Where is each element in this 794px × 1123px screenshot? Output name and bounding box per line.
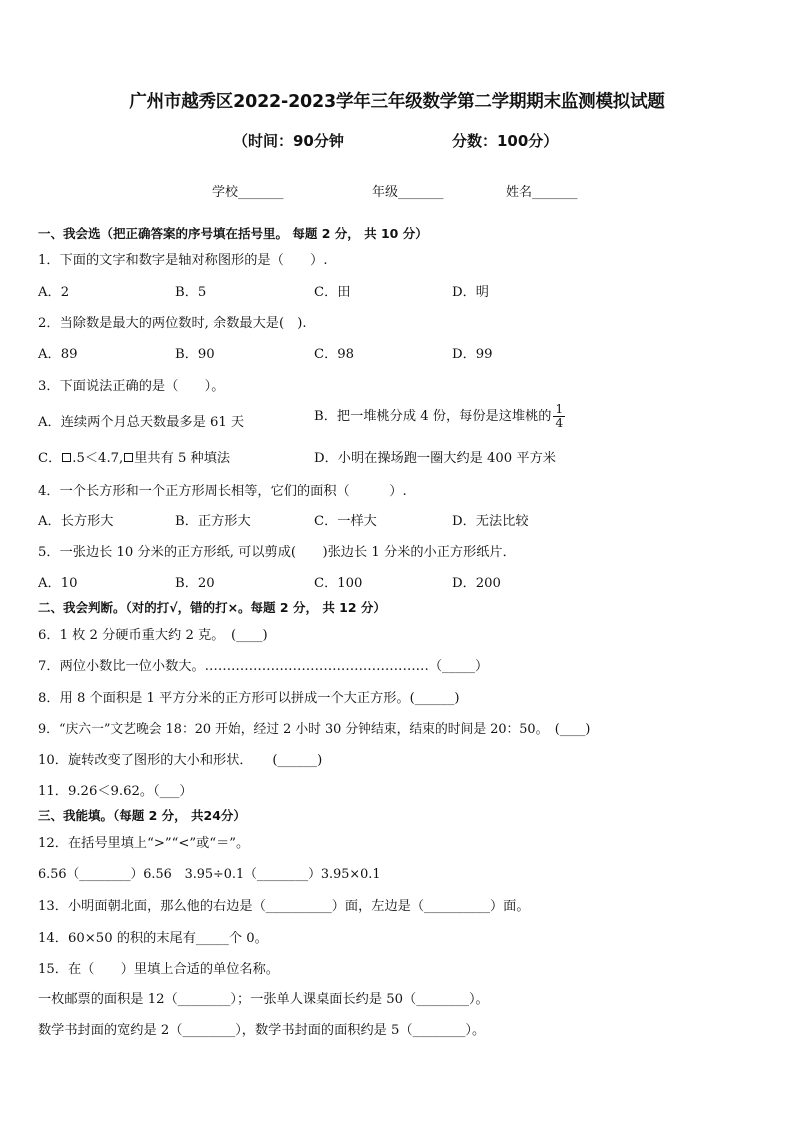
q3-option-c-middle: .5＜4.7, xyxy=(72,451,124,466)
q1-option-a: A．2 xyxy=(38,285,70,300)
question-15: 15．在（ ）里填上合适的单位名称。 xyxy=(38,962,279,977)
question-9: 9．“庆六一”文艺晚会 18：20 开始，经过 2 小时 30 分钟结束，结束的时间是 20：50。 (____) xyxy=(38,722,591,737)
q2-option-c: C．98 xyxy=(314,347,355,362)
fraction-numerator: 1 xyxy=(555,402,564,416)
question-15-line-1: 一枚邮票的面积是 12（________）；一张单人课桌面长约是 50（________）。 xyxy=(38,992,489,1007)
fraction-one-quarter xyxy=(553,403,565,430)
q3-option-b xyxy=(314,403,565,430)
question-14: 14．60×50 的积的末尾有_____个 0。 xyxy=(38,931,268,946)
blank-box-icon xyxy=(124,453,133,462)
question-13: 13．小明面朝北面，那么他的右边是（__________）面，左边是（__________）面。 xyxy=(38,899,530,914)
q5-option-a: A．10 xyxy=(38,576,78,591)
question-12-blanks: 6.56（________）6.56 3.95÷0.1（________）3.95×0.1 xyxy=(38,867,381,882)
grade-field: 年级_______ xyxy=(372,185,444,200)
school-field: 学校_______ xyxy=(212,185,284,200)
q3-option-c-prefix: C． xyxy=(38,451,62,466)
section-1-heading: 一、我会选（把正确答案的序号填在括号里。 每题 2 分， 共 10 分） xyxy=(38,226,428,241)
q3-option-d: D．小明在操场跑一圈大约是 400 平方米 xyxy=(314,451,556,466)
question-1: 1．下面的文字和数字是轴对称图形的是（ ）. xyxy=(38,253,328,268)
q3-option-c-suffix: 里共有 5 种填法 xyxy=(134,451,231,466)
question-6: 6．1 枚 2 分硬币重大约 2 克。 (____) xyxy=(38,628,268,643)
q3-option-b-text: B．把一堆桃分成 4 份，每份是这堆桃的 xyxy=(314,409,552,424)
fraction-denominator: 4 xyxy=(555,416,564,430)
q1-option-c: C．田 xyxy=(314,285,351,300)
question-3: 3．下面说法正确的是（ ）。 xyxy=(38,379,225,394)
question-12: 12．在括号里填上“>”“<”或“＝”。 xyxy=(38,836,250,851)
question-15-line-2: 数学书封面的宽约是 2（________），数学书封面的面积约是 5（________）。 xyxy=(38,1023,486,1038)
name-field: 姓名_______ xyxy=(506,185,578,200)
q4-option-d: D．无法比较 xyxy=(452,514,529,529)
q2-option-b: B．90 xyxy=(175,347,215,362)
q1-option-b: B．5 xyxy=(175,285,207,300)
q3-option-a: A．连续两个月总天数最多是 61 天 xyxy=(38,415,245,430)
q5-option-c: C．100 xyxy=(314,576,363,591)
question-2: 2．当除数是最大的两位数时, 余数最大是( ). xyxy=(38,316,307,331)
question-5: 5．一张边长 10 分米的正方形纸, 可以剪成( )张边长 1 分米的小正方形纸片． xyxy=(38,545,516,560)
q1-option-d: D．明 xyxy=(452,285,489,300)
question-7: 7．两位小数比一位小数大。……………………………………………（_____） xyxy=(38,659,489,674)
exam-time: （时间：90分钟 xyxy=(233,132,344,150)
exam-score: 分数：100分） xyxy=(452,132,559,150)
q2-option-d: D．99 xyxy=(452,347,493,362)
question-10: 10．旋转改变了图形的大小和形状． (______) xyxy=(38,753,323,768)
page-title: 广州市越秀区2022-2023学年三年级数学第二学期期末监测模拟试题 xyxy=(129,92,665,112)
q4-option-a: A．长方形大 xyxy=(38,514,114,529)
q2-option-a: A．89 xyxy=(38,347,78,362)
question-8: 8．用 8 个面积是 1 平方分米的正方形可以拼成一个大正方形。(______) xyxy=(38,691,460,706)
q4-option-c: C．一样大 xyxy=(314,514,377,529)
question-11: 11．9.26＜9.62。（___） xyxy=(38,784,193,799)
q3-option-c xyxy=(38,447,230,466)
section-3-heading: 三、我能填。（每题 2 分， 共24分） xyxy=(38,808,246,823)
q5-option-b: B．20 xyxy=(175,576,215,591)
section-2-heading: 二、我会判断。（对的打√，错的打×。每题 2 分， 共 12 分） xyxy=(38,600,386,615)
blank-box-icon xyxy=(62,453,71,462)
q5-option-d: D．200 xyxy=(452,576,501,591)
question-4: 4．一个长方形和一个正方形周长相等，它们的面积（ ）. xyxy=(38,484,407,499)
q4-option-b: B．正方形大 xyxy=(175,514,251,529)
